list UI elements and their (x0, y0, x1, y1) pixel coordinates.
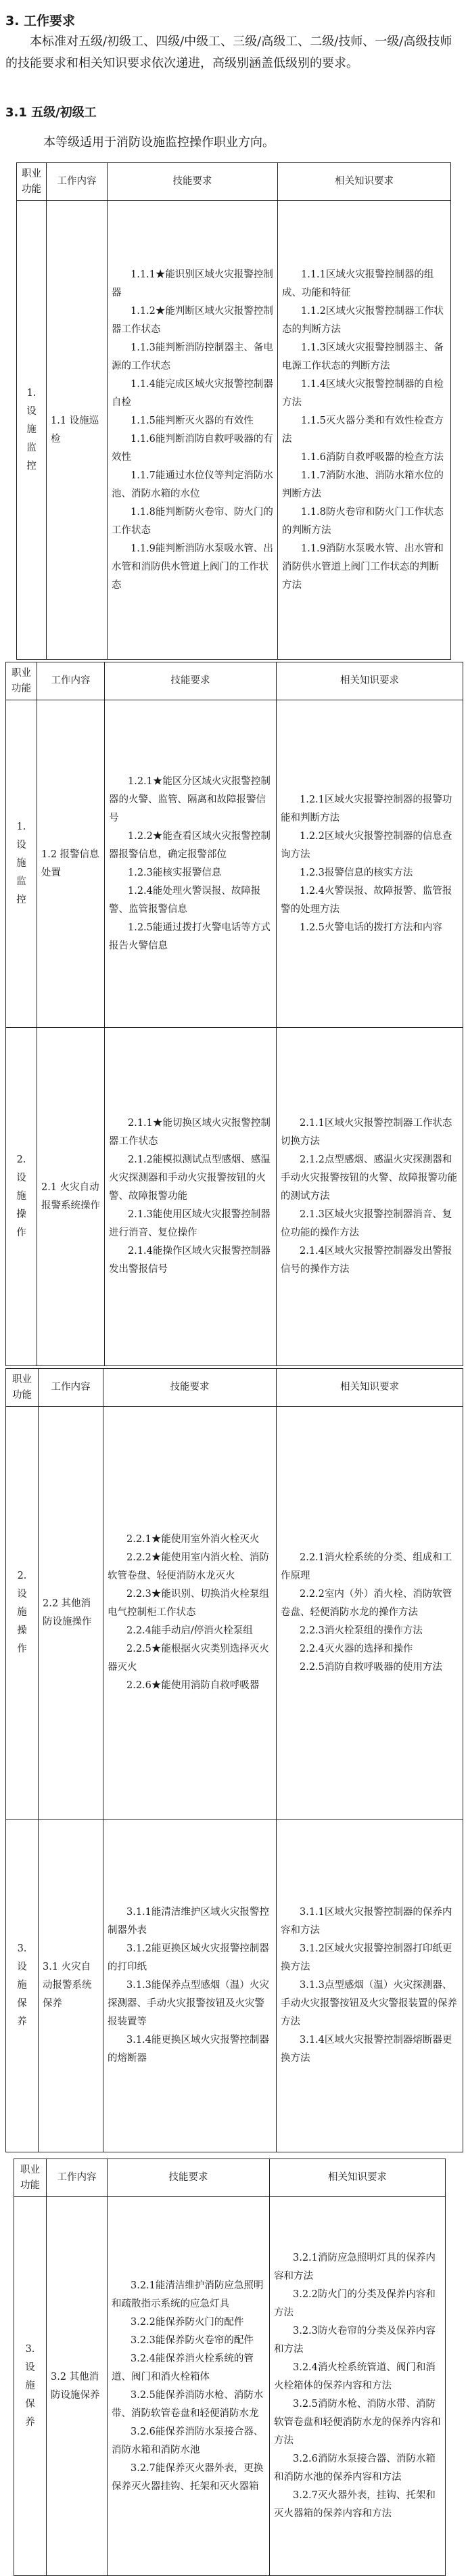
job-function-char: 施 (17, 1980, 27, 1991)
job-function-char: 2. (16, 1154, 26, 1165)
knowledge-item: 1.2.1区域火灾报警控制器的报警功能和判断方法 (281, 794, 452, 823)
header-know: 相关知识要求 (277, 662, 463, 700)
knowledge-item: 2.2.4灭火器的选择和操作 (300, 1644, 413, 1654)
knowledge-requirements (278, 201, 451, 660)
job-function (6, 1028, 37, 1366)
knowledge-item: 1.2.2区域火灾报警控制器的信息查询方法 (281, 830, 452, 860)
section-heading: 3. 工作要求 (5, 14, 76, 28)
knowledge-item: 3.2.4消火栓系统管道、阀门和消火栓箱体的保养内容和方法 (274, 2362, 436, 2391)
job-function-char: 监 (16, 876, 26, 887)
table-row (14, 2197, 446, 2576)
section-intro: 本标准对五级/初级工、四级/中级工、三级/高级工、二级/技师、一级/高级技师的技能要求和相关知识要求依次递进，高级别涵盖低级别的要求。 (5, 35, 452, 70)
header-func-line: 职业 (20, 2164, 40, 2175)
header-skill: 技能要求 (108, 163, 278, 201)
skill-requirements (105, 1028, 277, 1366)
knowledge-item: 1.1.4区域火灾报警控制器的自检方法 (282, 378, 444, 408)
knowledge-item: 2.2.1消火栓系统的分类、组成和工作原理 (281, 1552, 452, 1581)
knowledge-item: 1.1.6消防自救呼吸器的检查方法 (301, 451, 444, 463)
skill-item: 2.2.5★能根据火灾类别选择灭火器灭火 (108, 1644, 269, 1673)
skill-item: 1.1.2★能判断区域火灾报警控制器工作状态 (112, 305, 273, 335)
requirements-table (16, 162, 451, 660)
knowledge-item: 1.1.8防火卷帘和防火门工作状态的判断方法 (282, 506, 444, 536)
header-func-line: 职业 (11, 667, 31, 679)
skill-item: 1.2.5能通过拨打火警电话等方式报告火警信息 (109, 922, 271, 951)
skill-item: 1.2.1★能区分区域火灾报警控制器的火警、监管、隔离和故障报警信号 (109, 775, 271, 823)
job-function-char: 设 (26, 406, 37, 417)
knowledge-item: 2.2.5消防自救呼吸器的使用方法 (300, 1662, 442, 1673)
header-row (17, 163, 451, 201)
table-row (17, 201, 451, 660)
header-func-line: 功能 (11, 683, 31, 694)
skill-item: 3.2.2能保养防火门的配件 (131, 2316, 244, 2328)
skill-item: 3.2.7能保养灭火器外表，更换保养灭火器挂钩、托架和灭火器箱 (112, 2462, 264, 2492)
header-func (6, 662, 37, 700)
knowledge-item: 3.2.7灭火器外表，挂钩、托架和灭火器箱的保养内容和方法 (274, 2490, 436, 2519)
table-row (6, 1820, 463, 2152)
work-content: 2.1 火灾自动报警系统操作 (37, 1028, 105, 1366)
skill-item: 3.1.1能清洁维护区域火灾报警控制器外表 (108, 1907, 269, 1936)
job-function-char: 作 (17, 1644, 27, 1654)
requirements-table (5, 662, 463, 1366)
skill-item: 2.2.6★能使用消防自救呼吸器 (126, 1680, 260, 1691)
job-function-char: 控 (26, 461, 37, 472)
job-function-char: 保 (25, 2399, 35, 2410)
skill-item: 2.1.1★能切换区域火灾报警控制器工作状态 (109, 1118, 271, 1147)
job-function-char: 2. (17, 1571, 27, 1581)
header-row (14, 2159, 446, 2197)
header-row (6, 1369, 463, 1407)
skill-item: 2.1.2能模拟测试点型感烟、感温火灾探测器和手动火灾报警按钮的火警、故障报警功能 (109, 1154, 271, 1202)
table-row (6, 1028, 463, 1366)
header-know: 相关知识要求 (278, 163, 451, 201)
header-work: 工作内容 (39, 1369, 103, 1407)
header-func-line: 功能 (12, 1389, 32, 1401)
job-function-char: 1. (26, 388, 37, 399)
knowledge-item: 1.1.1区域火灾报警控制器的组成、功能和特征 (282, 269, 434, 298)
header-skill: 技能要求 (105, 662, 277, 700)
header-func (14, 2159, 47, 2197)
sub-heading: 3.1 五级/初级工 (5, 106, 97, 120)
job-function-char: 设 (17, 1589, 27, 1600)
skill-requirements (103, 1820, 277, 2152)
knowledge-requirements (270, 2197, 446, 2576)
work-content: 1.1 设施巡检 (47, 201, 108, 660)
knowledge-item: 3.1.3点型感烟（温）火灾探测器、手动火灾报警按钮及火灾警报装置的保养方法 (281, 1980, 457, 2027)
skill-item: 2.1.4能操作区域火灾报警控制器发出警报信号 (109, 1246, 271, 1275)
knowledge-item: 3.2.6消防水泵接合器、消防水箱和消防水池的保养内容和方法 (274, 2454, 436, 2483)
header-func-line: 职业 (12, 1374, 32, 1385)
job-function-char: 作 (16, 1227, 26, 1238)
header-know: 相关知识要求 (270, 2159, 446, 2197)
knowledge-item: 3.1.2区域火灾报警控制器打印纸更换方法 (281, 1943, 452, 1972)
skill-requirements (108, 2197, 270, 2576)
skill-item: 1.1.3能判断消防控制器主、备电源的工作状态 (112, 342, 273, 371)
skill-item: 1.2.4能处理火警误报、故障报警、监管报警信息 (109, 885, 261, 915)
job-function-char: 施 (26, 424, 37, 435)
knowledge-item: 3.1.1区域火灾报警控制器的保养内容和方法 (281, 1907, 452, 1936)
job-function-char: 操 (16, 1209, 26, 1220)
skill-item: 3.2.5能保养消防水枪、消防水带、消防软管卷盘和轻便消防水龙 (112, 2389, 264, 2419)
job-function-char: 操 (17, 1625, 27, 1636)
skill-item: 1.1.1★能识别区域火灾报警控制器 (112, 269, 273, 298)
requirements-table (5, 1368, 463, 2152)
header-skill: 技能要求 (103, 1369, 277, 1407)
header-skill: 技能要求 (108, 2159, 270, 2197)
skill-item: 3.2.4能保养消火栓系统的管道、阀门和消火栓箱体 (112, 2353, 254, 2382)
skill-item: 1.1.9能判断消防水泵吸水管、出水管和消防供水管道上阀门的工作状态 (112, 543, 273, 591)
header-row (6, 662, 463, 700)
job-function-char: 3. (25, 2344, 35, 2355)
job-function-char: 控 (16, 895, 26, 905)
knowledge-item: 1.1.3区域火灾报警控制器主、备电源工作状态的判断方法 (282, 342, 444, 371)
work-content: 2.2 其他消防设施操作 (39, 1407, 103, 1820)
knowledge-item: 2.2.2室内（外）消火栓、消防软管卷盘、轻便消防水龙的操作方法 (281, 1589, 452, 1618)
job-function-char: 1. (16, 821, 26, 832)
header-func-line: 职业 (22, 168, 41, 179)
job-function-char: 设 (16, 1173, 26, 1183)
knowledge-item: 1.2.3报警信息的核实方法 (300, 867, 413, 878)
work-content: 3.1 火灾自动报警系统保养 (39, 1820, 103, 2152)
knowledge-item: 1.1.9消防水泵吸水管、出水管和消防供水管道上阀门工作状态的判断方法 (282, 543, 444, 591)
knowledge-item: 1.2.5火警电话的拨打方法和内容 (300, 922, 442, 933)
skill-item: 2.2.1★能使用室外消火栓灭火 (126, 1534, 260, 1545)
knowledge-item: 1.2.4火警误报、故障报警、监管报警的处理方法 (281, 885, 452, 915)
knowledge-item: 2.1.2点型感烟、感温火灾探测器和手动火灾报警按钮的火警、故障报警功能的测试方法 (281, 1154, 457, 1202)
knowledge-item: 3.2.1消防应急照明灯具的保养内容和方法 (274, 2253, 436, 2282)
header-func (17, 163, 47, 201)
skill-item: 3.1.3能保养点型感烟（温）火灾探测器、手动火灾报警按钮及火灾警报装置等 (108, 1980, 269, 2027)
knowledge-requirements (277, 1407, 463, 1820)
job-function-char: 养 (17, 2016, 27, 2027)
header-know: 相关知识要求 (277, 1369, 463, 1407)
skill-item: 1.2.2★能查看区域火灾报警控制器报警信息，确定报警部位 (109, 830, 271, 860)
skill-item: 1.1.4能完成区域火灾报警控制器自检 (112, 378, 273, 408)
job-function-char: 设 (25, 2362, 35, 2373)
knowledge-item: 3.2.5消防水枪、消防水带、消防软管卷盘和轻便消防水龙的保养内容和方法 (274, 2399, 441, 2446)
skill-item: 1.1.8能判断防火卷帘、防火门的工作状态 (112, 506, 273, 536)
job-function-char: 设 (17, 1962, 27, 1972)
job-function-char: 施 (16, 1191, 26, 1202)
job-function (17, 201, 47, 660)
knowledge-requirements (277, 700, 463, 1028)
header-work: 工作内容 (47, 2159, 108, 2197)
knowledge-item: 2.1.4区域火灾报警控制器发出警报信号的操作方法 (281, 1246, 452, 1275)
job-function (14, 2197, 47, 2576)
skill-item: 3.1.4能更换区域火灾报警控制器的熔断器 (108, 2035, 269, 2064)
job-function-char: 3. (17, 1943, 27, 1954)
requirements-table (14, 2159, 446, 2576)
knowledge-item: 3.1.4区域火灾报警控制器熔断器更换方法 (281, 2035, 452, 2064)
header-func (6, 1369, 39, 1407)
work-content: 1.2 报警信息处置 (37, 700, 105, 1028)
skill-requirements (108, 201, 278, 660)
job-function (6, 700, 37, 1028)
knowledge-item: 3.2.2防火门的分类及保养内容和方法 (274, 2289, 436, 2318)
job-function-char: 监 (26, 443, 37, 453)
skill-item: 3.2.1能清洁维护消防应急照明和疏散指示系统的应急灯具 (112, 2280, 264, 2309)
sub-intro: 本等级适用于消防设施监控操作职业方向。 (43, 135, 275, 150)
header-func-line: 功能 (20, 2179, 40, 2191)
knowledge-item: 2.1.3区域火灾报警控制器消音、复位功能的操作方法 (281, 1209, 452, 1238)
job-function-char: 保 (17, 1998, 27, 2009)
knowledge-item: 2.1.1区域火灾报警控制器工作状态切换方法 (281, 1118, 452, 1147)
knowledge-item: 1.1.5灭火器分类和有效性检查方法 (282, 415, 444, 445)
header-work: 工作内容 (47, 163, 108, 201)
table-row (6, 700, 463, 1028)
job-function-char: 施 (25, 2380, 35, 2391)
skill-item: 2.1.3能使用区域火灾报警控制器进行消音、复位操作 (109, 1209, 271, 1238)
skill-item: 1.1.6能判断消防自救呼吸器的有效性 (112, 433, 273, 463)
header-work: 工作内容 (37, 662, 105, 700)
job-function (6, 1820, 39, 2152)
skill-item: 1.2.3能核实报警信息 (128, 867, 222, 878)
job-function-char: 施 (16, 858, 26, 869)
job-function-char: 养 (25, 2417, 35, 2428)
skill-item: 1.1.7能通过水位仪等判定消防水池、消防水箱的水位 (112, 470, 273, 499)
knowledge-item: 1.1.2区域火灾报警控制器工作状态的判断方法 (282, 305, 444, 335)
job-function (6, 1407, 39, 1820)
skill-requirements (103, 1407, 277, 1820)
knowledge-requirements (277, 1820, 463, 2152)
skill-item: 3.2.6能保养消防水泵接合器、消防水箱和消防水池 (112, 2426, 264, 2456)
skill-item: 2.2.2★能使用室内消火栓、消防软管卷盘、轻便消防水龙灭火 (108, 1552, 269, 1581)
job-function-char: 设 (16, 840, 26, 851)
knowledge-item: 3.2.3防火卷帘的分类及保养内容和方法 (274, 2326, 436, 2355)
knowledge-item: 1.1.7消防水池、消防水箱水位的判断方法 (282, 470, 444, 499)
skill-item: 2.2.3★能识别、切换消火栓泵组电气控制柜工作状态 (108, 1589, 269, 1618)
skill-item: 1.1.5能判断灭火器的有效性 (131, 415, 254, 426)
knowledge-requirements (277, 1028, 463, 1366)
job-function-char: 施 (17, 1607, 27, 1618)
skill-requirements (105, 700, 277, 1028)
skill-item: 3.1.2能更换区域火灾报警控制器的打印纸 (108, 1943, 269, 1972)
skill-item: 3.2.3能保养防火卷帘的配件 (131, 2334, 254, 2346)
header-func-line: 功能 (22, 183, 41, 195)
skill-item: 2.2.4能手动启/停消火栓泵组 (126, 1625, 253, 1636)
work-content: 3.2 其他消防设施保养 (47, 2197, 108, 2576)
table-row (6, 1407, 463, 1820)
knowledge-item: 2.2.3消火栓泵组的操作方法 (300, 1625, 423, 1636)
